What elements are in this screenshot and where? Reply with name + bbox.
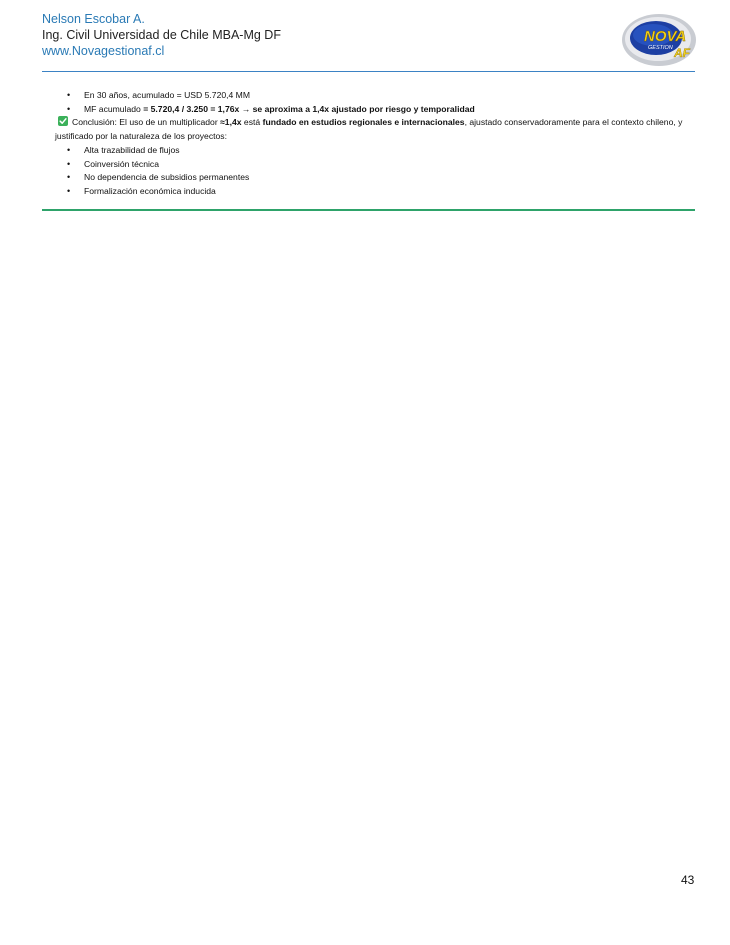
website-link[interactable]: www.Novagestionaf.cl xyxy=(42,44,165,58)
list-item: • Formalización económica inducida xyxy=(55,185,695,199)
logo-text-main: NOVA xyxy=(644,28,687,45)
conclusion-paragraph: Conclusión: El uso de un multiplicador ≈1,4x está fundado en estudios regionales e internacionales, ajustado conservadoramente para el contexto chileno, y justificado por la naturaleza de los proyectos: xyxy=(55,117,683,142)
section-divider xyxy=(42,209,695,211)
author-title: Ing. Civil Universidad de Chile MBA-Mg DF xyxy=(42,28,281,42)
nova-gestion-logo xyxy=(620,11,698,69)
bullet-list-bottom xyxy=(55,144,695,199)
page-number: 43 xyxy=(681,873,695,887)
document-body xyxy=(55,89,695,199)
list-item: • Coinversión técnica xyxy=(55,158,695,172)
check-box-icon xyxy=(58,116,68,126)
header-divider xyxy=(42,71,695,72)
list-item: • No dependencia de subsidios permanentes xyxy=(55,171,695,185)
list-item: • Alta trazabilidad de flujos xyxy=(55,144,695,158)
list-item: • MF acumulado = 5.720,4 / 3.250 = 1,76x → se aproxima a 1,4x ajustado por riesgo y temporalidad xyxy=(55,103,695,117)
list-item: • En 30 años, acumulado = USD 5.720,4 MM xyxy=(55,89,695,103)
logo-text-af: AF xyxy=(674,46,690,60)
bullet-list-top xyxy=(55,89,695,116)
author-name: Nelson Escobar A. xyxy=(42,12,145,26)
page-header xyxy=(42,11,281,59)
logo-text-sub: GESTION xyxy=(648,45,673,51)
